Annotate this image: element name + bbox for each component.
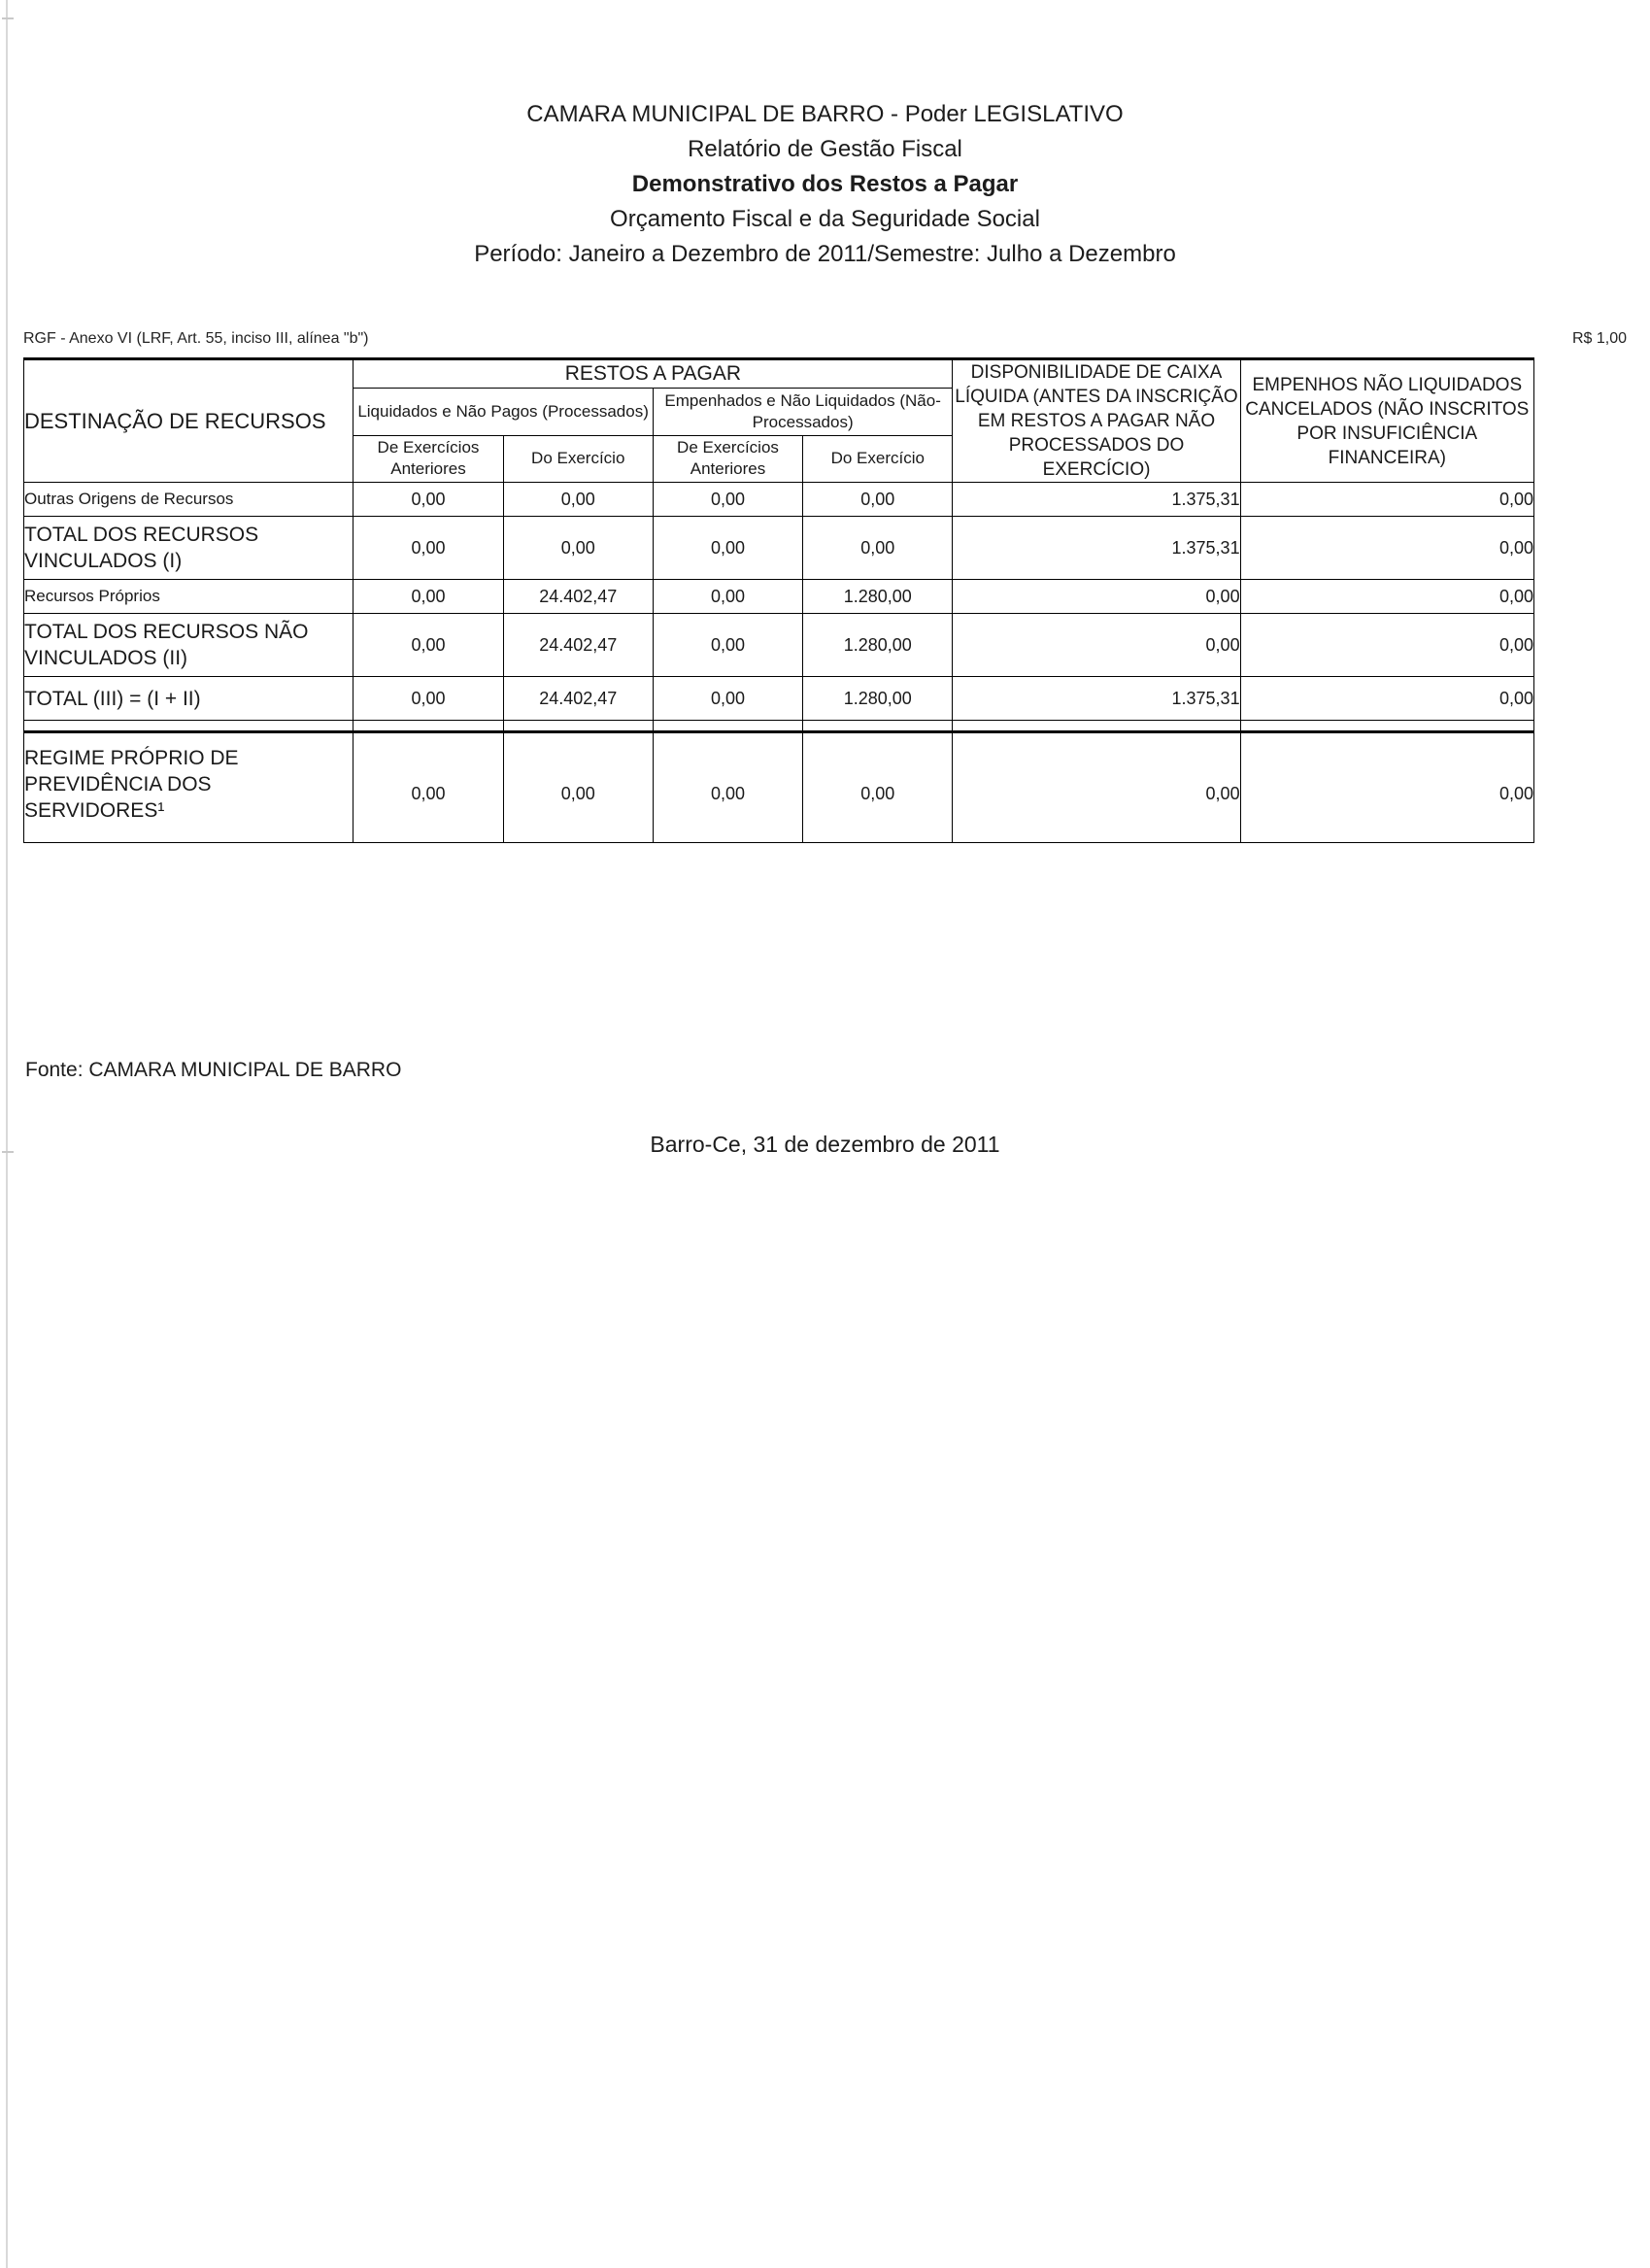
row-value-disponibilidade: 1.375,31 <box>953 517 1240 580</box>
row-value-empenhos-cancelados: 0,00 <box>1240 517 1533 580</box>
column-header-de-exercicios-anteriores-2: De Exercícios Anteriores <box>653 435 802 482</box>
table-total-row <box>24 677 1534 721</box>
row-value-liq-exercicio: 24.402,47 <box>503 614 653 677</box>
column-header-empenhos-cancelados: EMPENHOS NÃO LIQUIDADOS CANCELADOS (NÃO INSCRITOS POR INSUFICIÊNCIA FINANCEIRA) <box>1240 359 1533 483</box>
row-label: Recursos Próprios <box>24 580 354 614</box>
scan-edge-tick <box>2 17 14 19</box>
row-label: TOTAL DOS RECURSOS NÃO VINCULADOS (II) <box>24 614 354 677</box>
row-value-emp-exercicio: 0,00 <box>803 517 953 580</box>
row-label: TOTAL DOS RECURSOS VINCULADOS (I) <box>24 517 354 580</box>
row-value-empenhos-cancelados: 0,00 <box>1240 614 1533 677</box>
row-value-emp-exercicio: 0,00 <box>803 732 953 843</box>
header-scope: Orçamento Fiscal e da Seguridade Social <box>610 206 1040 232</box>
row-value-empenhos-cancelados: 0,00 <box>1240 732 1533 843</box>
column-header-disponibilidade-caixa: DISPONIBILIDADE DE CAIXA LÍQUIDA (ANTES DA INSCRIÇÃO EM RESTOS A PAGAR NÃO PROCESSADOS DO EXERCÍCIO) <box>953 359 1240 483</box>
spacer-cell <box>1240 721 1533 732</box>
header-entity: CAMARA MUNICIPAL DE BARRO - Poder LEGISLATIVO <box>526 101 1124 127</box>
spacer-cell <box>803 721 953 732</box>
row-value-liq-exercicio: 24.402,47 <box>503 580 653 614</box>
header-report: Relatório de Gestão Fiscal <box>688 136 962 162</box>
row-value-emp-exercicio: 0,00 <box>803 483 953 517</box>
row-value-liq-anteriores: 0,00 <box>354 732 503 843</box>
spacer-cell <box>24 721 354 732</box>
row-value-liq-anteriores: 0,00 <box>354 580 503 614</box>
table-row <box>24 483 1534 517</box>
row-label: Outras Origens de Recursos <box>24 483 354 517</box>
header-title: Demonstrativo dos Restos a Pagar <box>631 171 1019 197</box>
column-header-destinacao: DESTINAÇÃO DE RECURSOS <box>24 359 354 483</box>
spacer-cell <box>653 721 802 732</box>
place-date-line: Barro-Ce, 31 de dezembro de 2011 <box>650 1132 1000 1157</box>
table-row <box>24 517 1534 580</box>
column-header-do-exercicio-1: Do Exercício <box>503 435 653 482</box>
row-value-empenhos-cancelados: 0,00 <box>1240 483 1533 517</box>
table-row <box>24 732 1534 843</box>
restos-a-pagar-table <box>23 357 1534 843</box>
row-value-empenhos-cancelados: 0,00 <box>1240 677 1533 721</box>
spacer-cell <box>354 721 503 732</box>
row-value-liq-exercicio: 24.402,47 <box>503 677 653 721</box>
row-value-emp-anteriores: 0,00 <box>653 580 802 614</box>
row-value-disponibilidade: 1.375,31 <box>953 483 1240 517</box>
source-note: Fonte: CAMARA MUNICIPAL DE BARRO <box>25 1059 402 1081</box>
row-label: REGIME PRÓPRIO DE PREVIDÊNCIA DOS SERVIDORES¹ <box>24 732 354 843</box>
document-header <box>0 97 1650 272</box>
spacer-cell <box>953 721 1240 732</box>
row-value-liq-anteriores: 0,00 <box>354 483 503 517</box>
row-value-emp-anteriores: 0,00 <box>653 483 802 517</box>
row-value-empenhos-cancelados: 0,00 <box>1240 580 1533 614</box>
column-header-do-exercicio-2: Do Exercício <box>803 435 953 482</box>
row-value-disponibilidade: 0,00 <box>953 580 1240 614</box>
table-header-row-1 <box>24 359 1534 389</box>
row-value-emp-anteriores: 0,00 <box>653 614 802 677</box>
row-value-liq-exercicio: 0,00 <box>503 517 653 580</box>
row-value-disponibilidade: 0,00 <box>953 614 1240 677</box>
annex-reference: RGF - Anexo VI (LRF, Art. 55, inciso III, alínea "b") <box>23 330 369 347</box>
column-header-empenhados-nao-liquidados: Empenhados e Não Liquidados (Não-Processados) <box>653 389 953 435</box>
spacer-cell <box>503 721 653 732</box>
row-value-liq-anteriores: 0,00 <box>354 614 503 677</box>
table-spacer-row <box>24 721 1534 732</box>
row-value-emp-exercicio: 1.280,00 <box>803 677 953 721</box>
row-value-liq-exercicio: 0,00 <box>503 732 653 843</box>
header-period: Período: Janeiro a Dezembro de 2011/Semestre: Julho a Dezembro <box>474 241 1176 267</box>
row-value-emp-exercicio: 1.280,00 <box>803 614 953 677</box>
row-value-disponibilidade: 0,00 <box>953 732 1240 843</box>
row-value-emp-anteriores: 0,00 <box>653 677 802 721</box>
table-row <box>24 614 1534 677</box>
column-header-liquidados-nao-pagos: Liquidados e Não Pagos (Processados) <box>354 389 654 435</box>
row-value-disponibilidade: 1.375,31 <box>953 677 1240 721</box>
row-value-liq-anteriores: 0,00 <box>354 517 503 580</box>
row-label: TOTAL (III) = (I + II) <box>24 677 354 721</box>
row-value-liq-anteriores: 0,00 <box>354 677 503 721</box>
column-header-de-exercicios-anteriores-1: De Exercícios Anteriores <box>354 435 503 482</box>
row-value-emp-exercicio: 1.280,00 <box>803 580 953 614</box>
row-value-emp-anteriores: 0,00 <box>653 517 802 580</box>
row-value-emp-anteriores: 0,00 <box>653 732 802 843</box>
column-header-restos-a-pagar: RESTOS A PAGAR <box>354 359 953 389</box>
currency-unit: R$ 1,00 <box>1571 330 1627 347</box>
table-row <box>24 580 1534 614</box>
row-value-liq-exercicio: 0,00 <box>503 483 653 517</box>
